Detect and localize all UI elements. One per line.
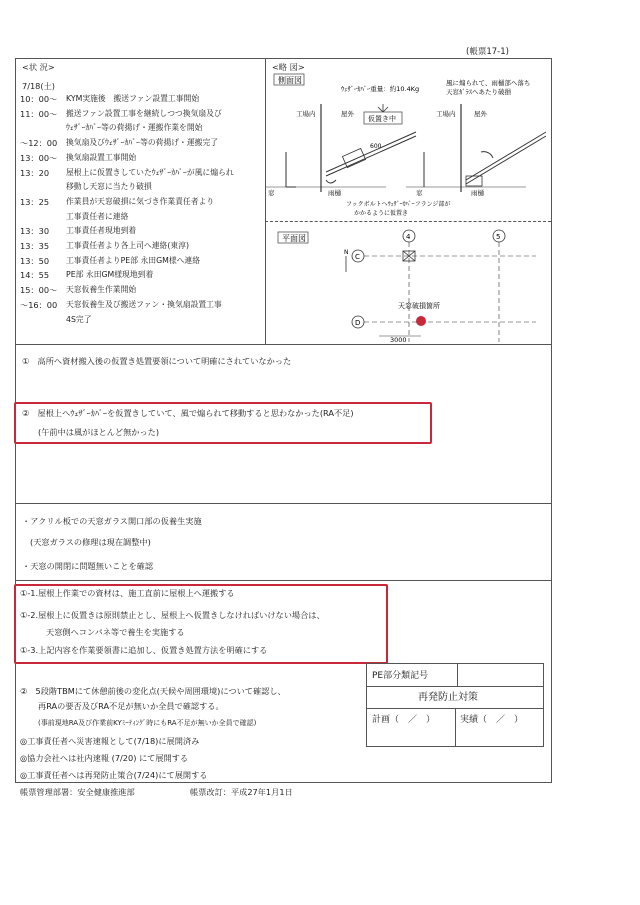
prevention-line-3: 天窓側へコンパネ等で養生を実施する <box>46 627 185 637</box>
status-text: 搬送ファン設置工事を継続しつつ換気扇及び <box>66 108 222 118</box>
status-row <box>20 153 264 165</box>
status-text: 移動し天窓に当たり破損 <box>66 182 152 192</box>
wind-note-2: 天窓ｶﾞﾗｽへあたり破損 <box>446 88 511 96</box>
axis-5: 5 <box>496 233 501 241</box>
gutter-label: 雨樋 <box>328 189 341 197</box>
prevention-line-8: ◎工事責任者へ災害速報として(7/18)に展開済み <box>20 736 200 746</box>
window-label: 窓 <box>268 189 275 197</box>
plan-label: 平面図 <box>282 234 306 243</box>
damage-label: 天窓破損箇所 <box>398 302 440 310</box>
status-row <box>20 300 264 312</box>
status-text: 工事責任者よりPE部 永田GM様へ連絡 <box>66 255 201 265</box>
status-date: 7/18(土) <box>22 81 55 91</box>
prevention-line-2: ①-2.屋根上に仮置きは原則禁止とし、屋根上へ仮置きしなければいけない場合は、 <box>20 610 325 620</box>
status-text: 換気扇設置工事開始 <box>66 152 137 162</box>
status-time: 11：00～ <box>20 108 58 119</box>
status-text: ｳｪｻﾞｰｶﾊﾞｰ等の荷揚げ・運搬作業を開始 <box>66 123 203 133</box>
prevention-line-4: ①-3.上記内容を作業要領書に追加し、仮置き処置方法を明確にする <box>20 645 268 655</box>
prevention-line-1: ①-1.屋根上作業での資材は、施工直前に屋根上へ運搬する <box>20 588 235 598</box>
cause-item-2b: (午前中は風がほとんど無かった) <box>38 427 160 437</box>
status-row <box>20 315 264 327</box>
status-time: 10：00～ <box>20 94 58 104</box>
status-text: 換気扇及びｳｪｻﾞｰｶﾊﾞｰ等の荷揚げ・運搬完了 <box>66 138 219 148</box>
weather-cover-shape <box>342 148 365 167</box>
fix-note-1: フックボルトへｳｪｻﾞｰｶﾊﾞｰフランジ部が <box>346 201 451 208</box>
indoor2-label: 工場内 <box>436 110 456 118</box>
status-text: 天窓仮養生及び搬送ファン・換気扇設置工事 <box>66 299 222 309</box>
wind-note-1: 風に煽られて、雨樋部へ落ち <box>446 79 531 87</box>
status-text: 4S完了 <box>66 314 92 324</box>
temp-label: 仮置き中 <box>368 115 396 123</box>
divider <box>15 503 551 504</box>
action-line-3: ・天窓の開閉に問題無いことを確認 <box>22 561 154 571</box>
north-label: N <box>344 249 349 256</box>
status-row <box>20 212 264 224</box>
status-row <box>20 168 264 180</box>
status-row <box>20 197 264 209</box>
status-text: 天窓仮養生作業開始 <box>66 285 137 295</box>
status-row <box>20 94 264 106</box>
status-text: 屋根上に仮置きしていたｳｪｻﾞｰｶﾊﾞｰが風に煽られ <box>66 167 234 177</box>
cause-item-2: ② 屋根上へｳｪｻﾞｰｶﾊﾞｰを仮置きしていて、風で煽られて移動すると思わなかった(RA不足) <box>22 408 354 418</box>
status-time: 13：00～ <box>20 152 58 163</box>
weight-note: ｳｪｻﾞｰｶﾊﾞｰ重量：約10.4Kg <box>341 85 420 93</box>
divider <box>15 344 551 345</box>
plan-view-diagram <box>266 224 550 344</box>
status-row <box>20 270 264 282</box>
side-view-diagram <box>266 72 550 222</box>
footer-rev: 帳票改訂：平成27年1月1日 <box>190 787 293 797</box>
status-text: KYM実施後 搬送ファン設置工事開始 <box>66 94 200 103</box>
window2-label: 窓 <box>416 189 423 197</box>
action-line-1: ・アクリル板での天窓ガラス開口部の仮養生実施 <box>22 516 202 526</box>
status-row <box>20 123 264 135</box>
status-time: 13：35 <box>20 241 50 251</box>
action-line-2: (天窓ガラスの修理は現在調整中) <box>30 537 151 547</box>
prevention-line-6: 再RAの要否及びRA不足が無いか全員で確認する。 <box>38 701 224 711</box>
status-row <box>20 226 264 238</box>
status-time: 13：30 <box>20 226 50 237</box>
indoor-label: 工場内 <box>296 110 316 118</box>
status-time: ～12：00 <box>20 138 58 149</box>
form-id: (帳票17-1) <box>466 47 509 57</box>
axis-c: C <box>355 253 360 261</box>
status-text: 工事責任者より各上司へ連絡(東淳) <box>66 241 190 250</box>
sketch-heading: <略 図> <box>272 62 305 72</box>
stamp-code-label: PE部分類記号 <box>372 671 429 681</box>
prevention-line-10: ◎工事責任者へは再発防止策合(7/24)にて展開する <box>20 770 208 780</box>
status-row <box>20 182 264 194</box>
axis-4: 4 <box>406 233 411 241</box>
divider <box>15 580 551 581</box>
status-row <box>20 138 264 150</box>
status-time: 13：50 <box>20 255 50 266</box>
dim-3000: 3000 <box>390 336 407 344</box>
status-heading: <状 況> <box>22 62 55 72</box>
gutter2-label: 雨樋 <box>471 189 484 197</box>
status-text: PE部 永田GM様現地到着 <box>66 270 154 280</box>
stamp-title: 再発防止対策 <box>418 692 478 703</box>
status-time: 13：20 <box>20 167 50 178</box>
outdoor-label: 屋外 <box>341 110 354 118</box>
prevention-line-9: ◎協力会社へは社内速報 (7/20) にて展開する <box>20 753 189 763</box>
status-row <box>20 241 264 253</box>
status-time: 14：55 <box>20 270 50 281</box>
status-time: ～16：00 <box>20 299 58 310</box>
axis-d: D <box>355 319 361 327</box>
damage-marker <box>416 316 426 326</box>
side-label: 側面図 <box>278 76 302 85</box>
status-time: 13：25 <box>20 196 50 207</box>
status-time: 15：00～ <box>20 285 58 296</box>
status-text: 工事責任者に連絡 <box>66 211 129 221</box>
prevention-line-7: (事前現地RA及び作業前KYﾐｰﾃｨﾝｸﾞ時にもRA不足が無いか全員で確認) <box>38 719 257 727</box>
status-text: 作業員が天窓破損に気づき作業責任者より <box>66 196 215 206</box>
prevention-line-5: ② 5段階TBMにて休憩前後の変化点(天候や周囲環境)について確認し、 <box>20 686 286 696</box>
cause-item-1: ① 高所へ資材搬入後の仮置き処置要領について明確にされていなかった <box>22 356 292 366</box>
status-text: 工事責任者現地到着 <box>66 226 137 236</box>
divider <box>265 221 551 222</box>
outdoor2-label: 屋外 <box>474 110 487 118</box>
status-row <box>20 256 264 268</box>
stamp-actual-label: 実績（ ／ ） <box>460 715 524 725</box>
footer-dept: 帳票管理部署：安全健康推進部 <box>20 787 135 797</box>
status-row <box>20 285 264 297</box>
fix-note-2: かかるように仮置き <box>354 210 409 217</box>
dim-600: 600 <box>370 143 382 150</box>
status-row <box>20 109 264 121</box>
stamp-plan-label: 計画（ ／ ） <box>372 715 436 725</box>
